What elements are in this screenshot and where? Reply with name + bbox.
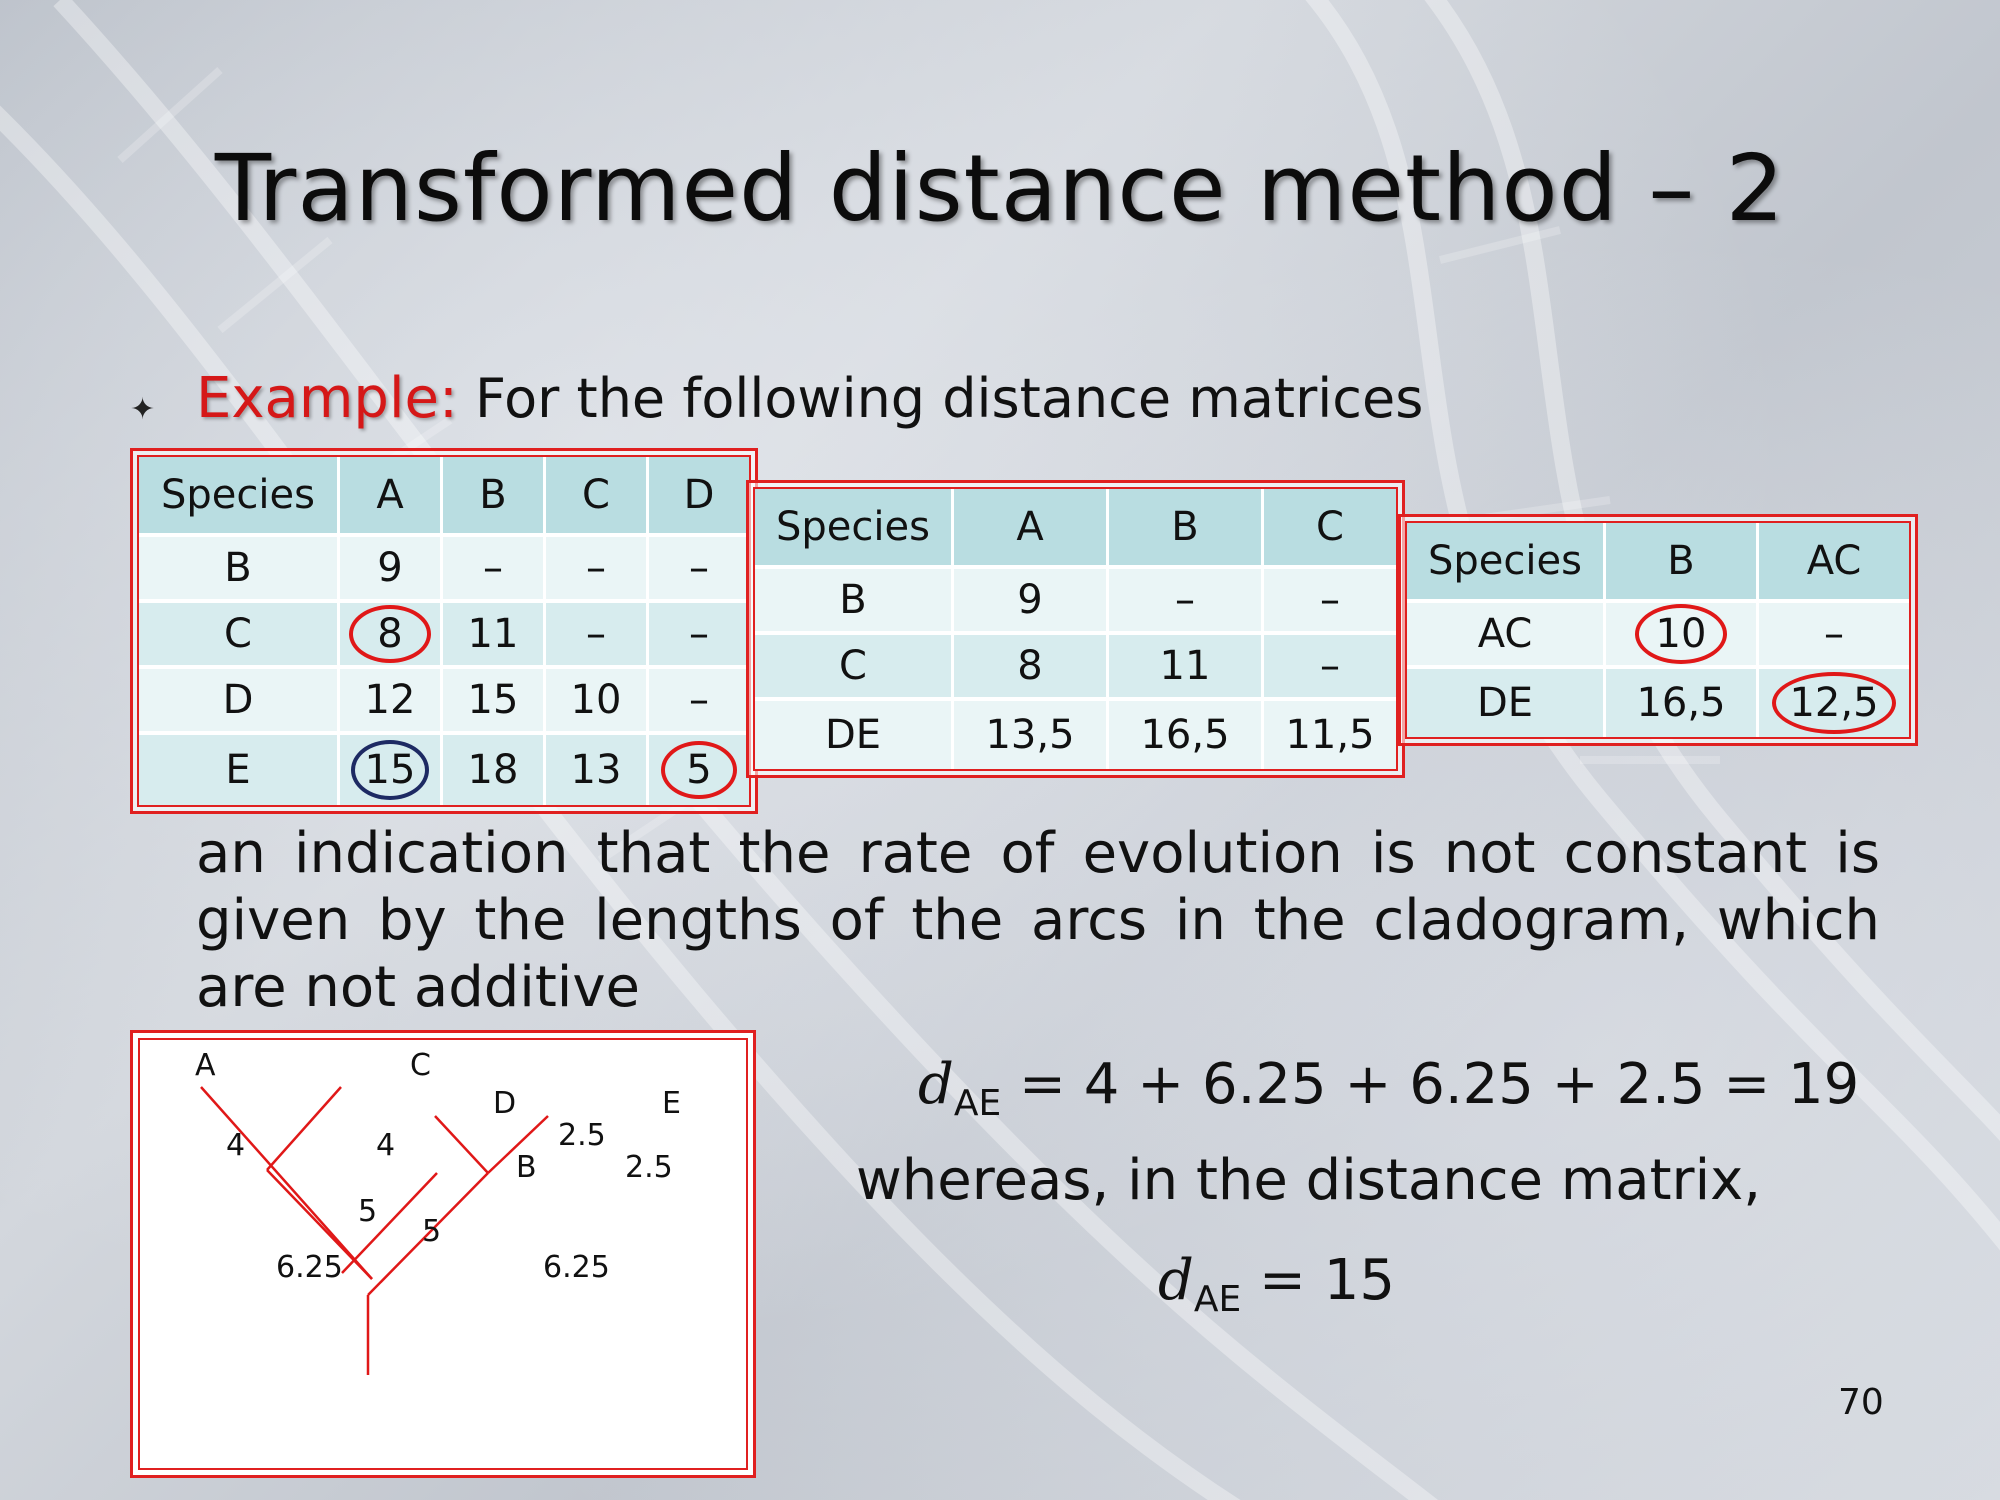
eq1-term: 6.25 [1201, 1052, 1327, 1117]
table-row [139, 601, 749, 667]
table-row [1407, 601, 1909, 667]
explanation-paragraph: an indication that the rate of evolution is not constant is given by the lengths of the arcs in the cladogram, which are not additive [196, 821, 1880, 1020]
branch-length-right: 6.25 [543, 1250, 610, 1285]
distance-matrix-2 [746, 480, 1405, 778]
table1-header-species: Species [139, 457, 339, 535]
table1-cell: D [139, 667, 339, 733]
table2-cell: – [1263, 633, 1397, 699]
cladogram-box [130, 1030, 756, 1478]
table2-cell: – [1108, 567, 1263, 633]
table1-cell: 13 [545, 733, 648, 805]
eq1-op: = [1723, 1052, 1771, 1117]
table1-cell: – [442, 535, 545, 601]
table1-cell: E [139, 733, 339, 805]
table3-header-b: B [1605, 523, 1758, 601]
table1-cell: 11 [442, 601, 545, 667]
eq1-term: 4 [1083, 1052, 1120, 1117]
branch-length-left: 6.25 [276, 1250, 343, 1285]
leaf-label-d: D [493, 1086, 517, 1121]
eq2-op: = [1259, 1248, 1306, 1313]
table1-cell-circled [648, 733, 750, 805]
example-label: Example: [196, 366, 458, 431]
table2-cell: 8 [953, 633, 1108, 699]
table3-header-species: Species [1407, 523, 1605, 601]
branch-length-ac-inner: 5 [358, 1194, 378, 1229]
table1-cell: – [545, 601, 648, 667]
distance-matrix-1 [130, 448, 758, 814]
table3-header-ac: AC [1758, 523, 1910, 601]
branch-length-c: 4 [376, 1128, 396, 1163]
table-row [139, 667, 749, 733]
branch-length-b: 5 [422, 1214, 442, 1249]
table1-cell-value: 15 [364, 747, 416, 793]
distance-matrix-3 [1398, 514, 1918, 746]
table1-cell-value: 8 [377, 611, 403, 657]
eq2-subscript: AE [1193, 1279, 1242, 1321]
cladogram-frame [138, 1038, 748, 1470]
eq1-variable: d [918, 1052, 954, 1117]
table1-header-a: A [339, 457, 442, 535]
branch-c [267, 1087, 341, 1170]
table3-cell: DE [1407, 667, 1605, 737]
table3-cell: AC [1407, 601, 1605, 667]
table2-cell: 9 [953, 567, 1108, 633]
table1-cell: 9 [339, 535, 442, 601]
bullet-icon: ✦ [130, 392, 156, 427]
table1-cell: C [139, 601, 339, 667]
table-row [755, 567, 1396, 633]
whereas-text: whereas, in the distance matrix, [856, 1148, 1762, 1213]
table3-cell-circled [1605, 601, 1758, 667]
table2-cell: 16,5 [1108, 699, 1263, 769]
red-circle-highlight [661, 741, 737, 799]
table1-header-b: B [442, 457, 545, 535]
branch-length-e: 2.5 [625, 1150, 673, 1185]
equation-d-ae-matrix [1158, 1248, 1395, 1320]
eq1-op: + [1551, 1052, 1599, 1117]
branch-length-a: 4 [226, 1128, 246, 1163]
eq1-result: 19 [1788, 1052, 1860, 1117]
table1-cell: 15 [442, 667, 545, 733]
table3-cell-circled [1758, 667, 1910, 737]
example-text: For the following distance matrices [457, 367, 1424, 430]
red-circle-highlight [1635, 604, 1727, 664]
eq1-subscript: AE [953, 1083, 1002, 1125]
table1-header-d: D [648, 457, 750, 535]
eq1-op: + [1137, 1052, 1185, 1117]
equation-d-ae-sum [918, 1052, 1859, 1124]
eq1-term: 6.25 [1409, 1052, 1534, 1117]
leaf-label-b: B [516, 1150, 537, 1185]
table3-cell: – [1758, 601, 1910, 667]
eq2-variable: d [1158, 1248, 1194, 1313]
table1-cell: B [139, 535, 339, 601]
branch-d [435, 1116, 488, 1173]
table1-header-c: C [545, 457, 648, 535]
branch-length-d: 2.5 [558, 1118, 606, 1153]
table2-cell: C [755, 633, 953, 699]
eq1-term: 2.5 [1616, 1052, 1706, 1117]
table1-cell-circled [339, 733, 442, 805]
eq1-op: = [1019, 1052, 1066, 1117]
table2-cell: 11 [1108, 633, 1263, 699]
table1-cell-circled [339, 601, 442, 667]
table-row [755, 633, 1396, 699]
table2-header-c: C [1263, 489, 1397, 567]
table2-header-species: Species [755, 489, 953, 567]
table2-cell: DE [755, 699, 953, 769]
leaf-label-e: E [662, 1086, 681, 1121]
table1-cell: 10 [545, 667, 648, 733]
table2-cell: 11,5 [1263, 699, 1397, 769]
page-number: 70 [1838, 1382, 1884, 1423]
table2-cell: 13,5 [953, 699, 1108, 769]
navy-circle-highlight [351, 740, 429, 800]
leaf-label-a: A [195, 1048, 216, 1083]
table-row [139, 535, 749, 601]
table3-cell-value: 10 [1655, 611, 1707, 657]
table2-header-a: A [953, 489, 1108, 567]
slide-title: Transformed distance method – 2 [214, 135, 1786, 242]
leaf-label-c: C [410, 1048, 431, 1083]
red-circle-highlight [1772, 672, 1896, 734]
table-row [139, 733, 749, 805]
cladogram-lines [140, 1040, 736, 1460]
table3-cell-value: 12,5 [1789, 680, 1879, 726]
table2-cell: – [1263, 567, 1397, 633]
table2-header-b: B [1108, 489, 1263, 567]
example-line [196, 366, 1423, 431]
table1-cell: – [648, 667, 750, 733]
table3-cell: 16,5 [1605, 667, 1758, 737]
table-row [1407, 667, 1909, 737]
red-circle-highlight [349, 605, 431, 663]
table1-cell: – [648, 601, 750, 667]
table1-cell: – [648, 535, 750, 601]
table-row [755, 699, 1396, 769]
eq2-result: 15 [1323, 1248, 1396, 1313]
table2-cell: B [755, 567, 953, 633]
table1-cell: 18 [442, 733, 545, 805]
eq1-op: + [1344, 1052, 1392, 1117]
table1-cell-value: 5 [686, 747, 712, 793]
table1-cell: 12 [339, 667, 442, 733]
table1-cell: – [545, 535, 648, 601]
